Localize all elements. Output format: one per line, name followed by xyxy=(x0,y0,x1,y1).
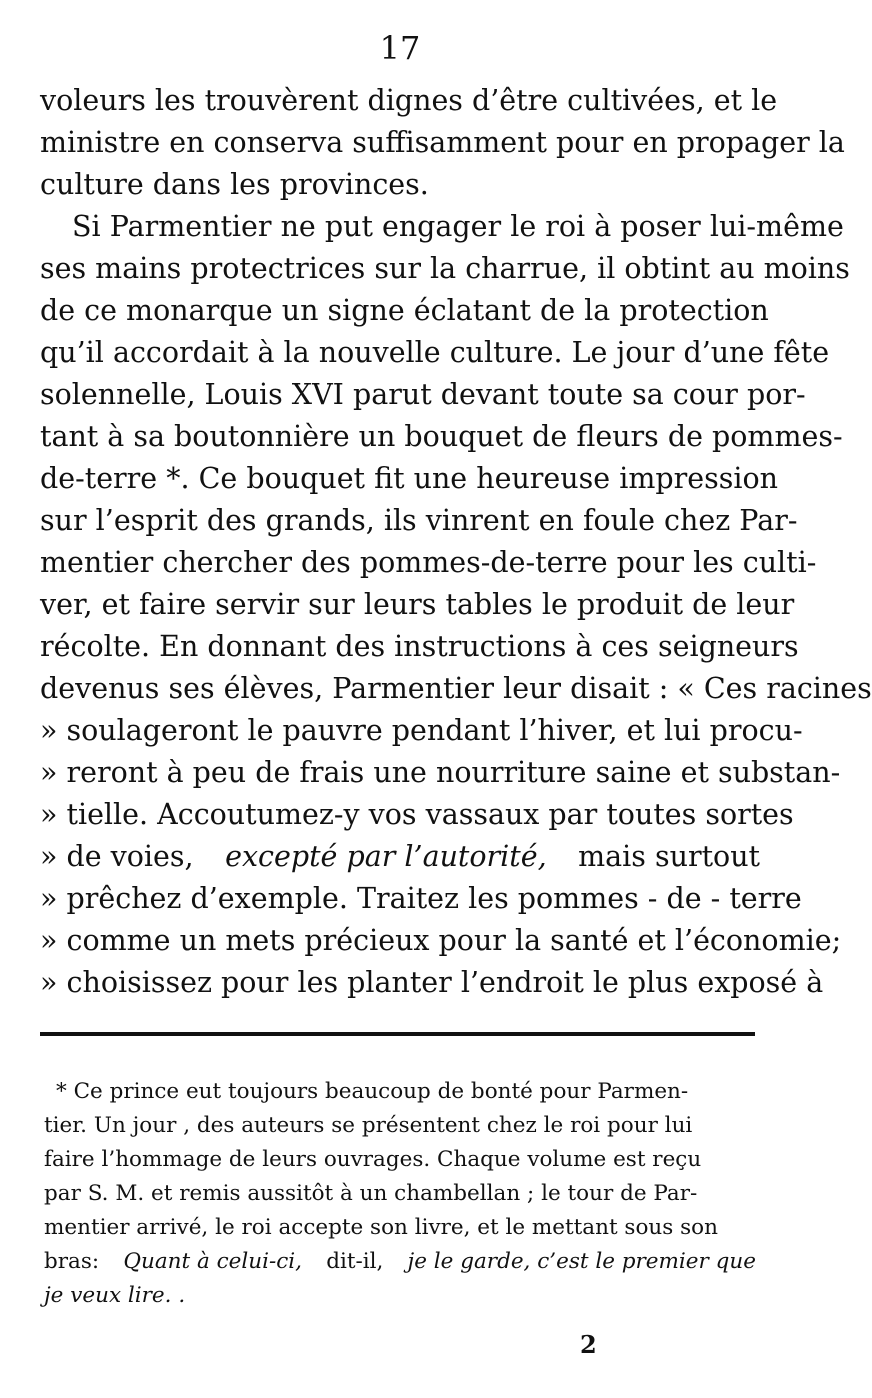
footnote-line: par S. M. et remis aussitôt à un chambellan ; le tour de Par- xyxy=(44,1181,698,1206)
text-line: Si Parmentier ne put engager le roi à poser lui-même xyxy=(72,210,844,243)
footnote-line: * Ce prince eut toujours beaucoup de bonté pour Parmen- xyxy=(56,1079,689,1104)
text-line: récolte. En donnant des instructions à ces seigneurs xyxy=(40,630,799,663)
main-text xyxy=(40,80,872,1004)
footnote-line: mentier arrivé, le roi accepte son livre, et le mettant sous son xyxy=(44,1215,718,1240)
text-line: mentier chercher des pommes-de-terre pour les culti- xyxy=(40,546,817,579)
footnote-line: tier. Un jour , des auteurs se présentent chez le roi pour lui xyxy=(44,1113,693,1138)
text-line: ver, et faire servir sur leurs tables le produit de leur xyxy=(40,588,795,621)
footnote-separator xyxy=(40,1032,755,1036)
text-line: » choisissez pour les planter l’endroit le plus exposé à xyxy=(40,966,824,999)
footnote-line: faire l’hommage de leurs ouvrages. Chaque volume est reçu xyxy=(44,1147,702,1172)
text-line: voleurs les trouvèrent dignes d’être cultivées, et le xyxy=(40,84,778,117)
text-line: solennelle, Louis XVI parut devant toute sa cour por- xyxy=(40,378,806,411)
footnote-line: bras: Quant à celui-ci, dit-il, je le garde, c’est le premier que xyxy=(44,1245,756,1279)
text-line: tant à sa boutonnière un bouquet de fleurs de pommes- xyxy=(40,420,843,453)
text-line: » tielle. Accoutumez-y vos vassaux par toutes sortes xyxy=(40,798,794,831)
text-line: ses mains protectrices sur la charrue, il obtint au moins xyxy=(40,252,850,285)
text-line: » comme un mets précieux pour la santé et l’économie; xyxy=(40,924,842,957)
text-line: ministre en conserva suffisamment pour en propager la xyxy=(40,126,845,159)
signature-mark: 2 xyxy=(580,1330,597,1359)
text-line: » reront à peu de frais une nourriture saine et substan- xyxy=(40,756,841,789)
text-line: sur l’esprit des grands, ils vinrent en foule chez Par- xyxy=(40,504,798,537)
footnote xyxy=(44,1075,756,1313)
italic-phrase: Quant à celui-ci, xyxy=(123,1249,302,1274)
text-line: de-terre *. Ce bouquet fit une heureuse impression xyxy=(40,462,778,495)
text-line: culture dans les provinces. xyxy=(40,168,429,201)
text-line: » de voies, excepté par l’autorité, mais surtout xyxy=(40,836,760,878)
text-line: » prêchez d’exemple. Traitez les pommes - de - terre xyxy=(40,882,802,915)
text-line: » soulageront le pauvre pendant l’hiver, et lui procu- xyxy=(40,714,803,747)
italic-phrase: je le garde, c’est le premier que xyxy=(407,1249,756,1274)
footnote-line: je veux lire. . xyxy=(44,1283,186,1308)
text-line: de ce monarque un signe éclatant de la protection xyxy=(40,294,769,327)
text-line: devenus ses élèves, Parmentier leur disait : « Ces racines xyxy=(40,672,872,705)
italic-phrase: excepté par l’autorité, xyxy=(225,840,547,873)
text-line: qu’il accordait à la nouvelle culture. Le jour d’une fête xyxy=(40,336,830,369)
page-number: 17 xyxy=(379,29,421,67)
